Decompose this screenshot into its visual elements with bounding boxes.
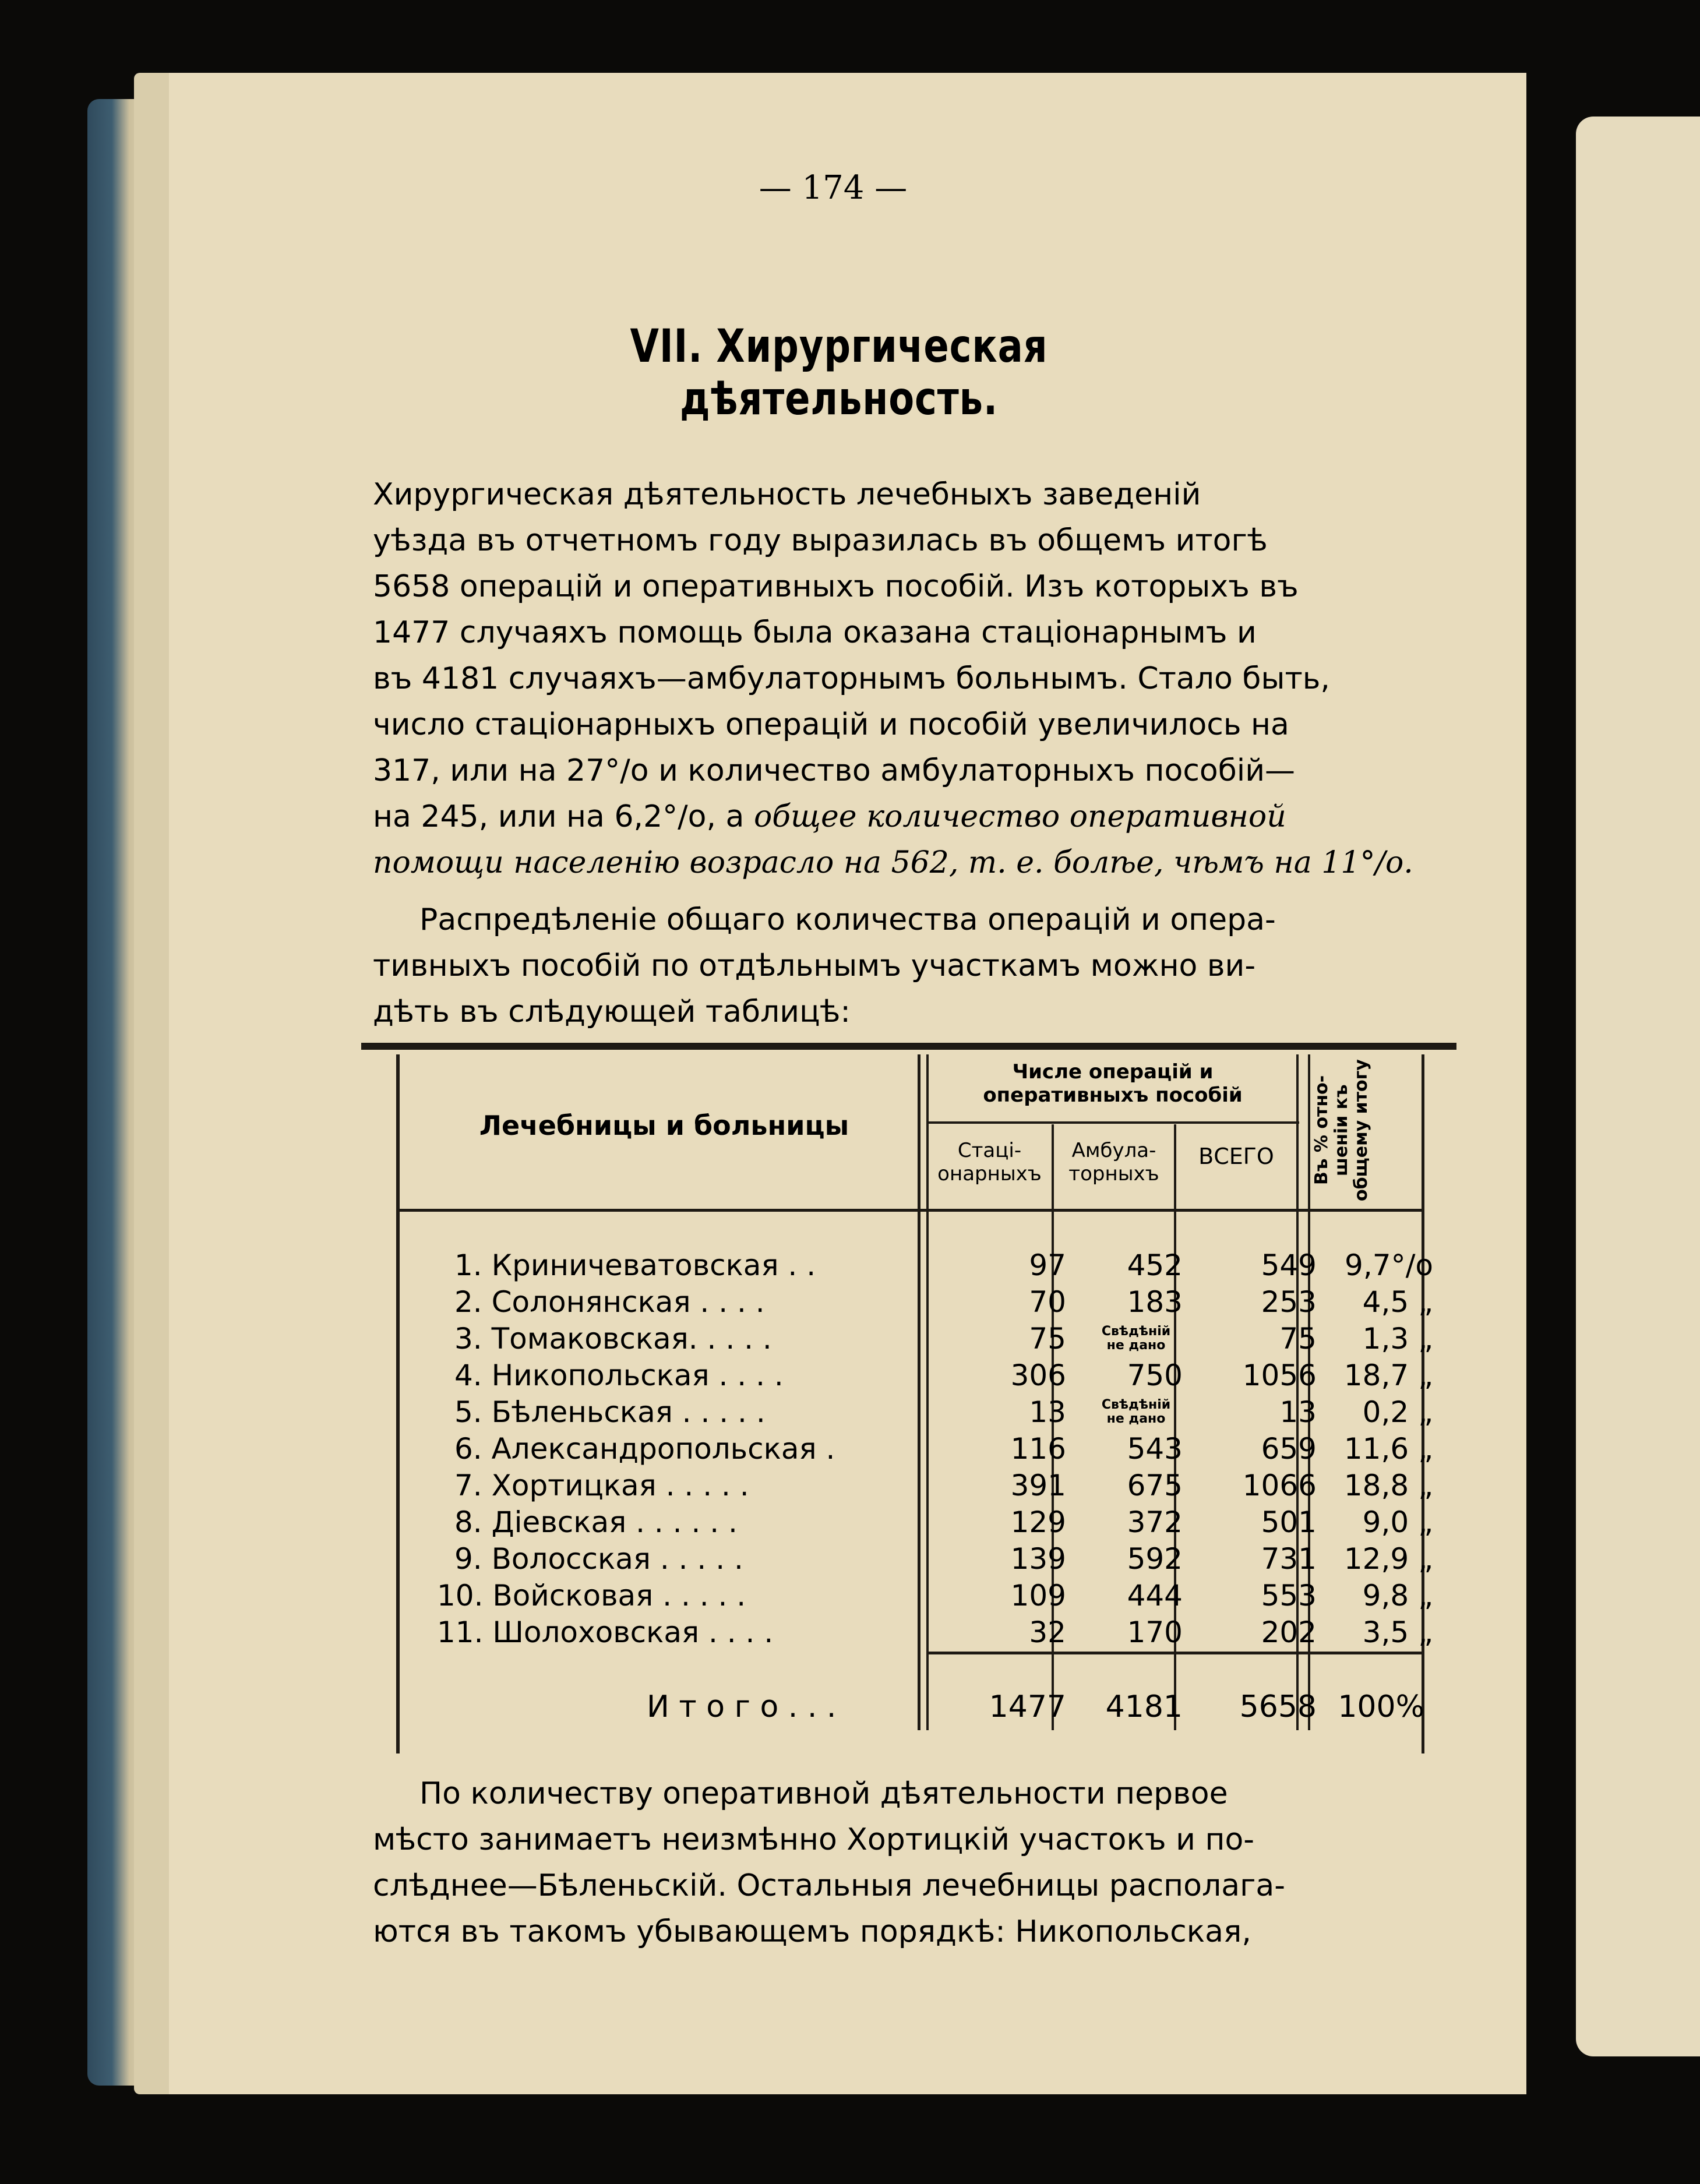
row-percent: 9,0 „ — [1362, 1505, 1433, 1539]
row-stationary: 129 — [1010, 1505, 1066, 1539]
paragraph-line: дѣть въ слѣдующей таблицѣ: — [373, 994, 851, 1029]
row-ambulatory: 372 — [1127, 1505, 1183, 1539]
row-stationary: 391 — [1010, 1469, 1066, 1502]
paragraph-line: 317, или на 27°/о и количество амбулаторныхъ пособiй— — [373, 753, 1296, 788]
section-heading: VII. Хирургическая дѣятельность. — [630, 320, 1048, 425]
row-percent: 0,2 „ — [1362, 1395, 1433, 1429]
row-name: 6. Александропольская . — [454, 1432, 835, 1466]
row-total: 731 — [1261, 1542, 1317, 1576]
paragraph-1 — [373, 472, 1413, 886]
italic-line: помощи населенiю возрасло на 562, т. е. болѣе, чѣмъ на 11°/о. — [373, 845, 1413, 880]
row-total: 1056 — [1242, 1359, 1317, 1392]
row-stationary: 116 — [1010, 1432, 1066, 1466]
paragraph-text: на 245, или на 6,2°/о, а — [373, 799, 754, 834]
row-stationary: 70 — [1029, 1285, 1066, 1319]
table-sum-rule — [926, 1652, 1424, 1654]
table-row — [408, 1393, 1433, 1431]
row-total: 549 — [1261, 1248, 1317, 1282]
table-row — [408, 1504, 1433, 1541]
table-row — [408, 1614, 1433, 1651]
row-ambulatory: 183 — [1127, 1285, 1183, 1319]
table-row — [408, 1430, 1433, 1467]
row-stationary: 109 — [1010, 1579, 1066, 1613]
row-total: 13 — [1279, 1395, 1317, 1429]
row-stationary: 139 — [1010, 1542, 1066, 1576]
row-stationary: 306 — [1010, 1359, 1066, 1392]
row-stationary: 97 — [1029, 1248, 1066, 1282]
row-name: 8. Дiевская . . . . . . — [454, 1505, 738, 1539]
paragraph-line: 1477 случаяхъ помощь была оказана стацiонарнымъ и — [373, 615, 1257, 650]
paragraph-line: въ 4181 случаяхъ—амбулаторнымъ больнымъ. Стало быть, — [373, 661, 1330, 696]
row-name: 3. Томаковская. . . . . — [454, 1322, 772, 1356]
row-percent: 9,8 „ — [1362, 1579, 1433, 1613]
row-percent: 12,9 „ — [1343, 1542, 1433, 1576]
row-ambulatory: 543 — [1127, 1432, 1183, 1466]
header-total: ВСЕГО — [1198, 1144, 1274, 1169]
row-ambulatory: 592 — [1127, 1542, 1183, 1576]
table-header-rule — [926, 1121, 1299, 1124]
paragraph-line: 5658 операцiй и оперативныхъ пособiй. Изъ которыхъ въ — [373, 569, 1299, 604]
total-ambulatory: 4181 — [1105, 1689, 1183, 1724]
row-stationary: 13 — [1029, 1395, 1066, 1429]
header-operations-group: Числе операцiй и оперативныхъ пособiй — [983, 1060, 1243, 1107]
row-total: 501 — [1261, 1505, 1317, 1539]
row-name: 2. Солонянская . . . . — [454, 1285, 765, 1319]
paragraph-line: ются въ такомъ убывающемъ порядкѣ: Никопольская, — [373, 1914, 1251, 1949]
paragraph-line: слѣднее—Бѣленьскiй. Остальныя лечебницы располага- — [373, 1868, 1286, 1903]
paragraph-3 — [373, 1771, 1410, 1955]
table-row — [408, 1357, 1433, 1394]
total-label: И т о г о . . . — [647, 1689, 837, 1724]
table-top-rule — [361, 1043, 1456, 1050]
row-percent: 1,3 „ — [1362, 1322, 1433, 1356]
table-row — [408, 1247, 1433, 1284]
total-stationary: 1477 — [989, 1689, 1066, 1724]
header-percent: Въ % отно-шенiи къ общему итогу — [1311, 1059, 1371, 1201]
row-total: 553 — [1261, 1579, 1317, 1613]
paragraph-line: мѣсто занимаетъ неизмѣнно Хортицкiй участокъ и по- — [373, 1822, 1255, 1857]
row-total: 253 — [1261, 1285, 1317, 1319]
row-name: 9. Волосская . . . . . — [454, 1542, 743, 1576]
paragraph-line: тивныхъ пособiй по отдѣльнымъ участкамъ можно ви- — [373, 948, 1256, 983]
row-name: 7. Хортицкая . . . . . — [454, 1469, 749, 1502]
row-percent: 18,7 „ — [1343, 1359, 1433, 1392]
row-percent: 3,5 „ — [1362, 1615, 1433, 1649]
row-ambulatory: 170 — [1127, 1615, 1183, 1649]
row-ambulatory-note: Свѣдѣнiй не дано — [1101, 1398, 1171, 1426]
header-stationary: Стацi-онарныхъ — [937, 1139, 1042, 1186]
total-total: 5658 — [1239, 1689, 1317, 1724]
table-header-bottom-rule — [396, 1209, 1424, 1212]
table-row — [408, 1540, 1433, 1578]
paragraph-line: По количеству оперативной дѣятельности первое — [419, 1776, 1228, 1811]
paragraph-line: Распредѣленiе общаго количества операцiй и опера- — [419, 902, 1276, 937]
row-total: 75 — [1279, 1322, 1317, 1356]
italic-text: общее количество оперативной — [753, 799, 1286, 834]
row-percent: 18,8 „ — [1343, 1469, 1433, 1502]
table-row — [408, 1320, 1433, 1357]
paragraph-line: число стацiонарныхъ операцiй и пособiй увеличилось на — [373, 707, 1289, 742]
row-percent: 9,7°/о — [1345, 1248, 1433, 1282]
row-ambulatory: 675 — [1127, 1469, 1183, 1502]
table-row — [408, 1577, 1433, 1614]
table-total-row — [408, 1686, 1427, 1727]
paragraph-line: Хирургическая дѣятельность лечебныхъ заведенiй — [373, 477, 1201, 512]
row-ambulatory: 444 — [1127, 1579, 1183, 1613]
header-institutions: Лечебницы и больницы — [479, 1110, 849, 1141]
row-total: 1066 — [1242, 1469, 1317, 1502]
row-name: 4. Никопольская . . . . — [454, 1359, 784, 1392]
row-percent: 4,5 „ — [1362, 1285, 1433, 1319]
next-page-edge — [1576, 117, 1700, 2056]
row-total: 202 — [1261, 1615, 1317, 1649]
table-row — [408, 1467, 1433, 1504]
row-name: 10. Войсковая . . . . . — [437, 1579, 746, 1613]
table-left-rule — [396, 1054, 400, 1753]
row-ambulatory: 750 — [1127, 1359, 1183, 1392]
row-ambulatory: 452 — [1127, 1248, 1183, 1282]
paragraph-line: уѣзда въ отчетномъ году выразилась въ общемъ итогѣ — [373, 523, 1268, 558]
row-stationary: 75 — [1029, 1322, 1066, 1356]
row-name: 11. Шолоховская . . . . — [437, 1615, 774, 1649]
row-ambulatory-note: Свѣдѣнiй не дано — [1101, 1324, 1171, 1353]
total-percent: 100% — [1338, 1689, 1424, 1724]
row-percent: 11,6 „ — [1343, 1432, 1433, 1466]
row-name: 1. Криничеватовская . . — [454, 1248, 816, 1282]
page-number: — 174 — — [759, 169, 908, 207]
paragraph-line — [373, 794, 1410, 840]
row-name: 5. Бѣленьская . . . . . — [454, 1395, 766, 1429]
row-stationary: 32 — [1029, 1615, 1066, 1649]
table-row — [408, 1283, 1433, 1321]
row-total: 659 — [1261, 1432, 1317, 1466]
paragraph-2 — [373, 897, 1410, 1035]
header-ambulatory: Амбула-торныхъ — [1068, 1139, 1159, 1186]
